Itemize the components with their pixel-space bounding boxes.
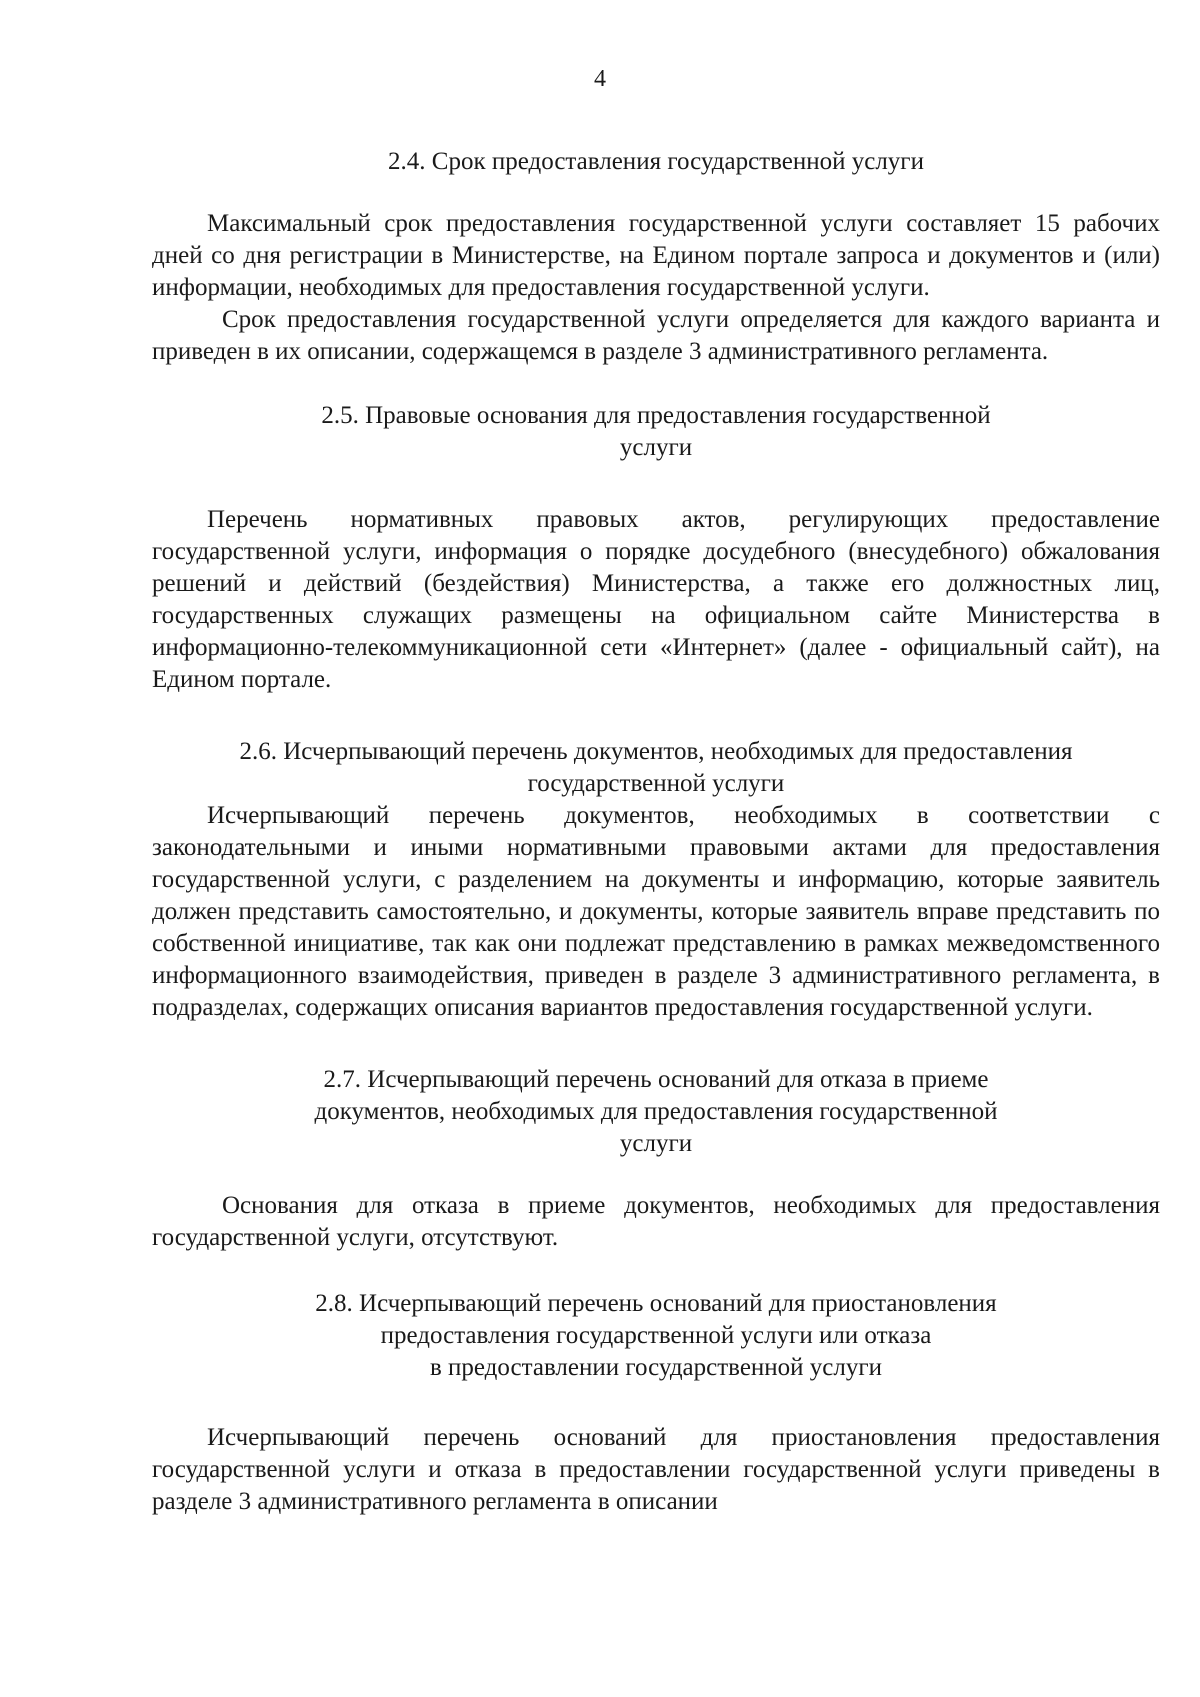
paragraph: Срок предоставления государственной услуги определяется для каждого варианта и приведен в их описании, содержащемся в разделе 3 административного регламента.: [152, 306, 1160, 365]
section-heading-line: 2.8. Исчерпывающий перечень оснований для приостановления: [315, 1290, 997, 1317]
section-heading-line: услуги: [619, 434, 693, 461]
section-heading: [152, 146, 1160, 178]
section-2-7: [152, 1064, 1160, 1254]
section-heading-line: предоставления государственной услуги или отказа: [380, 1322, 932, 1349]
section-2-4: [152, 146, 1160, 368]
section-heading-line: 2.7. Исчерпывающий перечень оснований для отказа в приеме: [323, 1066, 989, 1093]
section-2-6: [152, 736, 1160, 1024]
paragraph: Исчерпывающий перечень документов, необходимых в соответствии с законодательными и иными нормативными правовыми актами для предоставления государственной услуги, с разделением на документы и информацию, которые заявитель должен представить самостоятельно, и документы, которые заявитель вправе представить по собственной инициативе, так как они подлежат представлению в рамках межведомственного информационного взаимодействия, приведен в разделе 3 административного регламента, в подразделах, содержащих описания вариантов предоставления государственной услуги.: [152, 802, 1160, 1021]
paragraph: Основания для отказа в приеме документов, необходимых для предоставления государственной услуги, отсутствуют.: [152, 1192, 1160, 1251]
section-heading-line: 2.4. Срок предоставления государственной услуги: [388, 148, 924, 175]
section-heading-line: 2.6. Исчерпывающий перечень документов, необходимых для предоставления: [239, 738, 1073, 765]
section-heading-line: государственной услуги: [527, 770, 785, 797]
paragraph: Исчерпывающий перечень оснований для приостановления предоставления государственной услуги и отказа в предоставлении государственной услуги приведены в разделе 3 административного регламента в описании: [152, 1424, 1160, 1515]
section-heading-line: документов, необходимых для предоставления государственной: [314, 1098, 998, 1125]
section-heading-line: услуги: [619, 1130, 693, 1157]
section-heading-line: 2.5. Правовые основания для предоставления государственной: [321, 402, 991, 429]
paragraph: Перечень нормативных правовых актов, регулирующих предоставление государственной услуги, информация о порядке досудебного (внесудебного) обжалования решений и действий (бездействия) Министерства, а также его должностных лиц, государственных служащих размещены на официальном сайте Министерства в информационно-телекоммуникационной сети «Интернет» (далее - официальный сайт), на Едином портале.: [152, 506, 1160, 693]
section-2-5: [152, 400, 1160, 696]
section-heading: [152, 400, 1160, 464]
document-body: [152, 146, 1160, 1518]
section-2-8: [152, 1288, 1160, 1518]
section-heading: [152, 1288, 1160, 1384]
section-heading-line: в предоставлении государственной услуги: [429, 1354, 883, 1381]
section-heading: [152, 1064, 1160, 1160]
section-heading: [152, 736, 1160, 800]
page-number: 4: [594, 66, 606, 92]
paragraph: Максимальный срок предоставления государственной услуги составляет 15 рабочих дней со дня регистрации в Министерстве, на Едином портале запроса и документов и (или) информации, необходимых для предоставления государственной услуги.: [152, 210, 1160, 301]
